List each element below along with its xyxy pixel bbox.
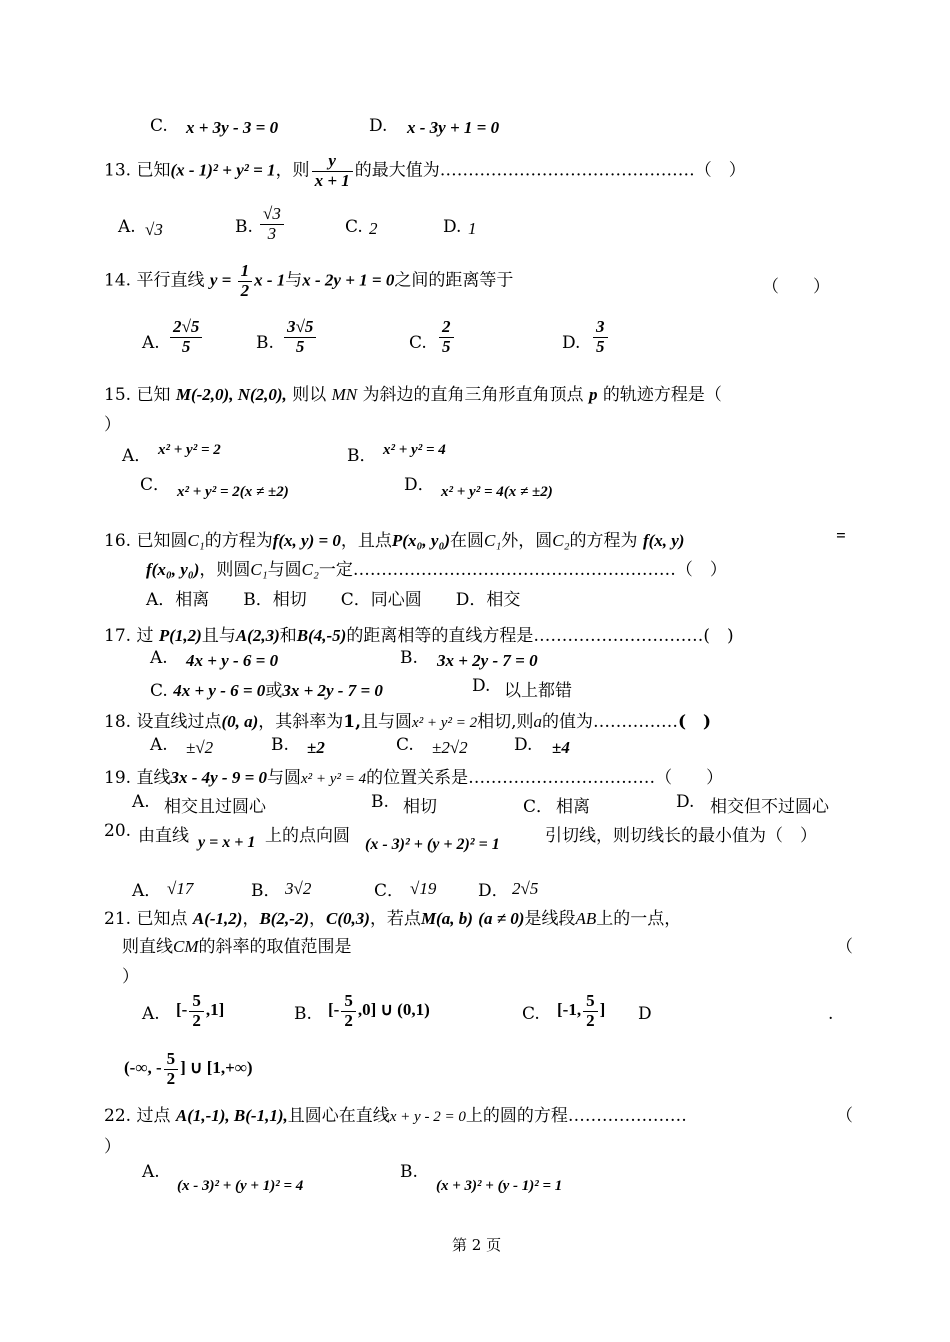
q17-point-p: P(1,2) [158, 626, 202, 645]
q21-d-fraction [164, 1050, 179, 1088]
q21-a-pre: [- [176, 1000, 188, 1020]
q19-line: 3x - 4y - 9 = 0 [170, 768, 268, 787]
q18-post2: 的值为 [542, 712, 593, 732]
q18-number: 18. [104, 712, 132, 732]
q14-a-denominator: 5 [181, 336, 191, 356]
q21-a-fraction [189, 992, 204, 1030]
q14-d-label: D. [562, 333, 581, 353]
q22-pre: 过点 [136, 1106, 171, 1126]
q21-point-c: C(0,3) [326, 909, 370, 928]
q21-d-denominator: 2 [166, 1068, 176, 1088]
q21-c-denominator: 2 [586, 1010, 595, 1030]
q21-segment: AB [575, 909, 597, 928]
q17-point-a: A(2,3) [235, 626, 280, 645]
q18-slope: 1, [343, 712, 362, 732]
q20-a-label: A． [132, 881, 162, 901]
q18-a-label: A. [150, 735, 168, 755]
q16-text-a: 已知圆 [136, 531, 188, 551]
q20-number: 20. [104, 821, 132, 841]
q12-c-label: C. [150, 116, 168, 136]
q13-d-value: 1 [468, 219, 477, 238]
q20-b-label: B． [251, 881, 281, 901]
q19-d-label: D. [676, 792, 695, 812]
q16-c2: C₂ [552, 531, 570, 550]
q17-point-b: B(4,-5) [296, 626, 347, 645]
q14-d-fraction [593, 318, 608, 356]
q13-b-numerator: √3 [260, 205, 284, 225]
q18-stem [104, 707, 711, 732]
q15-d-label: D． [404, 475, 435, 495]
q21-d-dot: . [828, 1004, 834, 1024]
q16-f2: f(x, y) [642, 531, 685, 550]
q13-post: 的最大值为 [354, 160, 440, 181]
q16-c1-third: C₁ [250, 560, 268, 579]
q14-eq1-fraction [238, 262, 253, 300]
q22-b-equation: (x + 3)² + (y - 1)² = 1 [436, 1178, 563, 1194]
q17-answer-paren: ( ) [703, 626, 734, 646]
q16-number: 16. [104, 531, 132, 551]
q15-post: 为斜边的直角三角形直角顶点 [362, 385, 584, 405]
q21-c-post: ] [599, 1000, 606, 1020]
q12-d-label: D. [369, 116, 388, 136]
q21-b-pre: [- [328, 1000, 340, 1020]
q22-line: x + y - 2 = 0 [389, 1109, 466, 1125]
q15-d-equation: x² + y² = 4(x ≠ ±2) [441, 484, 553, 500]
q13-b-label: B. [235, 217, 253, 237]
q20-line: y = x + 1 [198, 834, 256, 851]
q13-a-value: √3 [145, 220, 163, 239]
q16-text-d: 在圆 [450, 531, 485, 551]
q12-d-equation: x - 3y + 1 = 0 [407, 118, 500, 137]
q18-c-value: ±2√2 [432, 738, 468, 757]
q21-text-a: 则直线 [122, 937, 173, 957]
q16-dots: ………………………………………………… [352, 560, 676, 580]
q21-c-label: C. [522, 1004, 540, 1024]
q21-comma-2: ， [309, 909, 327, 929]
q20-d-value: 2√5 [512, 879, 539, 898]
q15-segment: MN [331, 385, 358, 404]
q17-b-equation: 3x + 2y - 7 = 0 [437, 651, 538, 670]
q21-close-paren: ） [122, 967, 139, 987]
q14-b-numerator: 3√5 [284, 318, 316, 338]
q21-b-label: B. [294, 1004, 312, 1024]
q15-points: M(-2,0), N(2,0), [175, 385, 287, 404]
q22-points: A(1,-1), B(-1,1), [175, 1106, 288, 1125]
q18-answer-paren: ( ) [678, 712, 712, 732]
q21-number: 21. [104, 909, 132, 929]
q14-eq2: x - 2y + 1 = 0 [302, 270, 395, 290]
q16-options: A．相离 B．相切 C．同心圆 D．相交 [146, 590, 521, 610]
q15-c-label: C． [140, 475, 171, 495]
q13-c-label: C. [345, 217, 363, 237]
q19-post: 的位置关系是 [366, 768, 469, 788]
q17-c-label: C. [150, 681, 168, 701]
q14-eq1-denominator: 2 [240, 280, 250, 300]
q21-b-post: ,0] ∪ (0,1) [357, 1000, 430, 1020]
q18-mid: ，其斜率为 [258, 712, 344, 732]
q17-d-text: 以上都错 [504, 681, 572, 701]
q14-stem [104, 262, 513, 300]
q13-d-label: D. [443, 217, 462, 237]
q16-answer-paren: （ ） [675, 560, 727, 580]
q13-frac-numerator: y [312, 152, 353, 172]
q14-a-label: A. [142, 333, 160, 353]
q21-text-b: 的斜率的取值范围是 [198, 937, 352, 957]
q14-c-denominator: 5 [442, 336, 451, 356]
q15-mid: 则以 [292, 385, 327, 405]
q16-f3: f(x₀, y₀) [146, 560, 200, 579]
q18-d-value: ±4 [552, 738, 570, 757]
q21-b-fraction [341, 992, 356, 1030]
q17-d-label: D. [472, 676, 491, 696]
q14-eq1-numerator: 1 [238, 262, 253, 282]
q16-c2-again: C₂ [301, 560, 319, 579]
q14-c-numerator: 2 [439, 318, 454, 338]
q14-a-fraction [170, 318, 202, 356]
q16-equals: = [836, 526, 846, 545]
q14-b-fraction [284, 318, 316, 356]
q13-b-denominator: 3 [267, 223, 277, 243]
q14-c-label: C. [409, 333, 427, 353]
q21-c-pre: [-1, [557, 1000, 582, 1020]
q13-frac-denominator: x + 1 [314, 170, 350, 190]
q14-a-numerator: 2√5 [170, 318, 202, 338]
q17-stem [104, 621, 734, 646]
q14-eq1: y = [209, 270, 236, 290]
q21-condition: (a ≠ 0) [478, 909, 525, 928]
q21-c-fraction [583, 992, 598, 1030]
q13-a-label: A. [118, 217, 136, 237]
q21-c-numerator: 5 [583, 992, 598, 1012]
q14-pre: 平行直线 [136, 270, 205, 291]
q15-a-label: A． [122, 446, 152, 466]
q18-circle: x² + y² = 2 [412, 715, 478, 731]
q21-d-label: D [638, 1004, 652, 1024]
q15-b-equation: x² + y² = 4 [383, 442, 446, 458]
q19-d-text: 相交但不过圆心 [710, 797, 829, 817]
q12-c-equation: x + 3y - 3 = 0 [186, 118, 279, 137]
q18-post: 相切,则 [477, 712, 534, 732]
q21-b-numerator: 5 [341, 992, 356, 1012]
q15-number: 15. [104, 385, 132, 405]
q17-a-label: A. [150, 648, 168, 668]
q21-a-label: A. [142, 1004, 160, 1024]
q17-mid1: 且与 [201, 626, 236, 646]
q13-number: 13. [104, 160, 132, 181]
q16-stem-line1 [104, 526, 684, 551]
q17-c-eq1: 4x + y - 6 = 0 [173, 681, 266, 700]
q21-mid: ，若点 [369, 909, 421, 929]
q21-point-b: B(2,-2) [259, 909, 310, 928]
q21-b-denominator: 2 [344, 1010, 353, 1030]
q20-pre: 由直线 [138, 826, 189, 846]
q20-a-value: √17 [167, 879, 194, 898]
q19-c-label: C． [523, 797, 554, 817]
q18-c-label: C. [396, 735, 414, 755]
q15-close-paren: ） [104, 415, 121, 435]
q17-c-eq2: 3x + 2y - 7 = 0 [282, 681, 383, 700]
q20-mid: 上的点向圆 [265, 826, 350, 846]
q19-circle: x² + y² = 4 [301, 771, 367, 787]
q17-c-or: 或 [265, 681, 283, 701]
q16-text-b: 的方程为 [204, 531, 273, 551]
q18-d-label: D. [514, 735, 533, 755]
q18-b-label: B. [271, 735, 289, 755]
q20-b-value: 3√2 [285, 879, 312, 898]
q21-a-numerator: 5 [189, 992, 204, 1012]
page-number: 第 2 页 [452, 1236, 502, 1254]
q20-c-label: C． [374, 881, 405, 901]
q17-pre: 过 [136, 626, 154, 646]
q15-b-label: B． [347, 446, 377, 466]
q22-dots: ………………… [567, 1106, 687, 1126]
q20-circle: (x - 3)² + (y + 2)² = 1 [365, 836, 500, 853]
q22-mid: 且圆心在直线 [287, 1106, 390, 1126]
q21-point-m: M(a, b) [420, 909, 473, 928]
q19-stem [104, 763, 723, 788]
q17-mid2: 和 [279, 626, 297, 646]
q16-c1: C₁ [187, 531, 205, 550]
q21-comma-1: ， [242, 909, 260, 929]
q19-pre: 直线 [136, 768, 171, 788]
q21-d-interval [124, 1050, 253, 1088]
q20-post: 引切线，则切线长的最小值为（ ） [545, 826, 817, 846]
q22-b-label: B. [400, 1162, 418, 1182]
q18-dots: …………… [593, 712, 678, 732]
q18-b-value: ±2 [307, 738, 325, 757]
q14-answer-paren: （ ） [762, 277, 830, 297]
q21-b-interval [328, 992, 430, 1030]
q14-eq1-rest: x - 1 [254, 270, 286, 290]
q22-open-paren: （ [836, 1106, 853, 1126]
q20-d-label: D． [478, 881, 509, 901]
q17-c-option [150, 676, 383, 701]
q21-post: 是线段 [524, 909, 576, 929]
q15-point-p: p [588, 385, 598, 404]
q21-stem-line2 [122, 932, 352, 957]
q19-number: 19. [104, 768, 132, 788]
q13-condition: (x - 1)² + y² = 1 [170, 160, 276, 180]
q16-text-e: 外，圆 [501, 531, 553, 551]
q21-a-post: ,1] [205, 1000, 225, 1020]
q22-number: 22. [104, 1106, 132, 1126]
q22-stem [104, 1101, 687, 1126]
q22-a-equation: (x - 3)² + (y + 1)² = 4 [177, 1178, 304, 1194]
q21-a-denominator: 2 [192, 1010, 201, 1030]
q15-pre: 已知 [136, 385, 171, 405]
q13-c-value: 2 [369, 219, 378, 238]
q18-a-value: ±√2 [186, 738, 214, 757]
q17-number: 17. [104, 626, 132, 646]
q21-d-numerator: 5 [164, 1050, 179, 1070]
q13-b-fraction [260, 205, 284, 243]
q13-pre: 已知 [136, 160, 171, 181]
q15-stem [104, 380, 722, 405]
q14-d-denominator: 5 [596, 336, 605, 356]
q19-c-text: 相离 [556, 797, 590, 817]
q19-b-text: 相切 [403, 797, 437, 817]
q19-b-label: B. [371, 792, 389, 812]
q22-post: 上的圆的方程 [465, 1106, 568, 1126]
q21-a-interval [176, 992, 224, 1030]
q21-line-cm: CM [173, 937, 199, 956]
q13-answer-paren: （ ） [694, 160, 746, 181]
q17-post: 的距离相等的直线方程是 [346, 626, 534, 646]
q18-mid2: 且与圆 [361, 712, 413, 732]
q21-point-a: A(-1,2) [192, 909, 243, 928]
q22-a-label: A. [142, 1162, 160, 1182]
q13-mid: ，则 [275, 160, 310, 181]
q16-text-h: 与圆 [267, 560, 302, 580]
q15-c-equation: x² + y² = 2(x ≠ ±2) [177, 484, 289, 500]
q16-text-g: ，则圆 [199, 560, 251, 580]
q14-b-label: B. [256, 333, 274, 353]
q21-pre: 已知点 [136, 909, 188, 929]
q14-post: 之间的距离等于 [394, 270, 514, 291]
q21-open-paren: （ [836, 937, 853, 957]
q18-point: (0, a) [221, 712, 259, 731]
q21-stem-line1 [104, 904, 681, 929]
q16-text-c: ，且点 [340, 531, 392, 551]
q16-c1-again: C₁ [484, 531, 502, 550]
q14-number: 14. [104, 270, 132, 291]
q13-dots: ……………………………………… [439, 160, 695, 181]
q19-a-text: 相交且过圆心 [164, 797, 266, 817]
q19-dots: …………………………… [468, 768, 656, 788]
q17-dots: ………………………… [533, 626, 704, 646]
q13-stem [104, 152, 746, 190]
q16-f1: f(x, y) = 0 [272, 531, 341, 550]
q21-d-post: ] ∪ [1,+∞) [180, 1058, 253, 1078]
q15-a-equation: x² + y² = 2 [158, 442, 221, 458]
q21-d-pre: (-∞, - [124, 1058, 162, 1078]
q18-pre: 设直线过点 [136, 712, 222, 732]
q22-close-paren: ） [104, 1137, 121, 1157]
q17-b-label: B. [400, 648, 418, 668]
q15-post2: 的轨迹方程是（ [602, 385, 722, 405]
q16-text-i: 一定 [318, 560, 353, 580]
q19-a-label: A. [132, 792, 150, 812]
q19-mid: 与圆 [267, 768, 302, 788]
q16-stem-line2 [146, 555, 727, 580]
q21-post2: 上的一点， [596, 909, 682, 929]
q14-d-numerator: 3 [593, 318, 608, 338]
q14-mid: 与 [285, 270, 303, 291]
q14-c-fraction [439, 318, 454, 356]
q16-text-f: 的方程为 [569, 531, 638, 551]
q14-b-denominator: 5 [295, 336, 305, 356]
q21-c-interval [557, 992, 605, 1030]
q13-fraction [312, 152, 353, 190]
q17-a-equation: 4x + y - 6 = 0 [186, 651, 279, 670]
q18-var-a: a [533, 712, 542, 731]
q16-p0: P(x₀, y₀) [391, 531, 451, 550]
q19-answer-paren: （ ） [655, 768, 724, 788]
q20-c-value: √19 [410, 879, 437, 898]
